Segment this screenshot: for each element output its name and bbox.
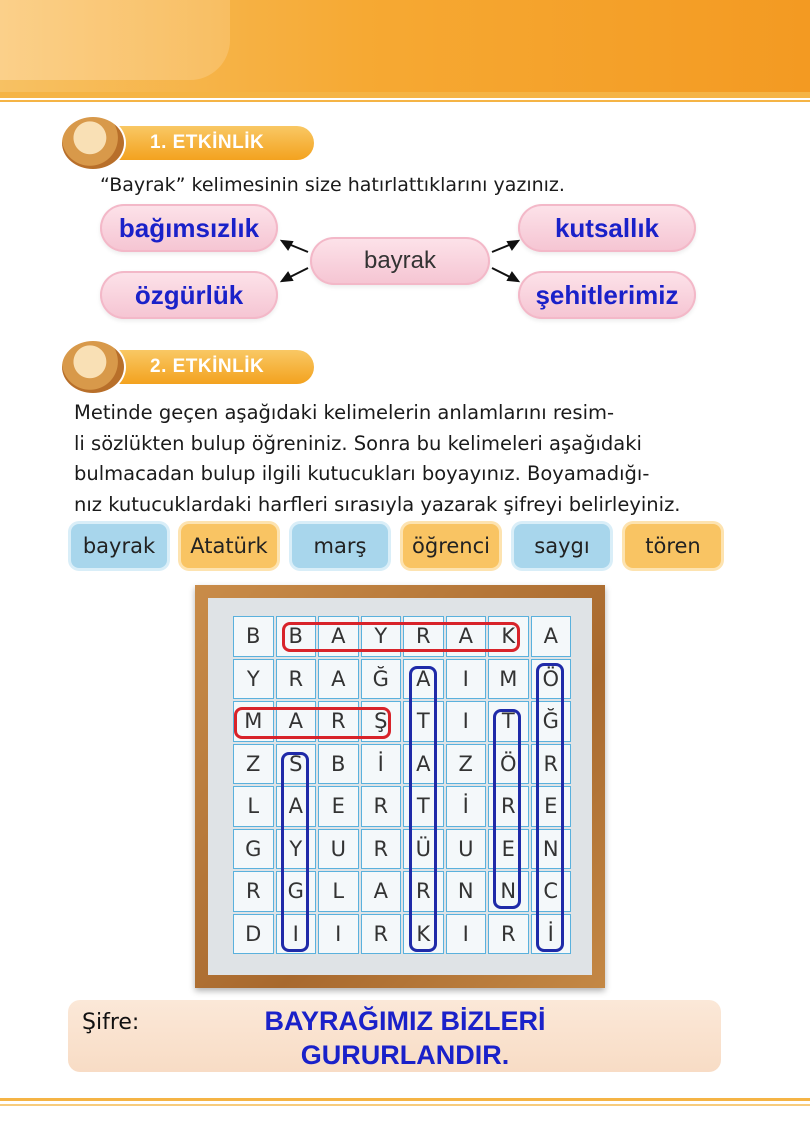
grid-cell[interactable]: A [446, 616, 487, 657]
concept-map-arrows [0, 0, 810, 400]
grid-cell[interactable]: I [446, 701, 487, 742]
mascot-icon [60, 115, 126, 171]
cipher-label: Şifre: [82, 1010, 140, 1035]
grid-cell[interactable]: N [531, 829, 572, 870]
grid-cell[interactable]: I [318, 914, 359, 955]
grid-cell[interactable]: G [233, 829, 274, 870]
grid-cell[interactable]: Y [361, 616, 402, 657]
word-chip-toren: tören [625, 524, 721, 568]
grid-cell[interactable]: İ [446, 786, 487, 827]
answer-bubble-sehitlerimiz: şehitlerimiz [518, 271, 696, 319]
grid-cell[interactable]: A [531, 616, 572, 657]
grid-cell[interactable]: Y [276, 829, 317, 870]
grid-cell[interactable]: İ [531, 914, 572, 955]
word-chip-mars: marş [292, 524, 388, 568]
word-chip-ogrenci: öğrenci [403, 524, 499, 568]
grid-cell[interactable]: E [531, 786, 572, 827]
answer-bubble-ozgurluk: özgürlük [100, 271, 278, 319]
activity-2-title: 2. ETKİNLİK [108, 350, 314, 384]
grid-cell[interactable]: R [361, 829, 402, 870]
activity-2-header [60, 347, 314, 387]
grid-cell[interactable]: D [233, 914, 274, 955]
grid-cell[interactable]: R [488, 914, 529, 955]
grid-cell[interactable]: A [403, 744, 444, 785]
grid-cell[interactable]: K [488, 616, 529, 657]
grid-cell[interactable]: Z [233, 744, 274, 785]
cipher-answer-line-1: BAYRAĞIMIZ BİZLERİ [264, 1006, 546, 1036]
grid-cell[interactable]: Z [446, 744, 487, 785]
grid-cell[interactable]: U [446, 829, 487, 870]
grid-cell[interactable]: Ş [361, 701, 402, 742]
grid-cell[interactable]: R [318, 701, 359, 742]
grid-cell[interactable]: Y [233, 659, 274, 700]
answer-bubble-bagimsizlik: bağımsızlık [100, 204, 278, 252]
grid-cell[interactable]: M [488, 659, 529, 700]
center-bubble-bayrak: bayrak [310, 237, 490, 285]
grid-cell[interactable]: R [403, 616, 444, 657]
word-chip-bayrak: bayrak [71, 524, 167, 568]
activity-1-title: 1. ETKİNLİK [108, 126, 314, 160]
grid-cell[interactable]: B [276, 616, 317, 657]
grid-cell[interactable]: I [446, 914, 487, 955]
mascot-icon [60, 339, 126, 395]
cipher-answer [200, 1004, 610, 1072]
grid-cell[interactable]: M [233, 701, 274, 742]
grid-cell[interactable]: C [531, 871, 572, 912]
grid-cell[interactable]: A [276, 701, 317, 742]
word-chip-ataturk: Atatürk [181, 524, 277, 568]
grid-cell[interactable]: B [233, 616, 274, 657]
grid-cell[interactable]: E [488, 829, 529, 870]
grid-cell[interactable]: K [403, 914, 444, 955]
grid-cell[interactable]: T [403, 786, 444, 827]
grid-cell[interactable]: R [361, 786, 402, 827]
bottom-divider [0, 1098, 810, 1101]
grid-cell[interactable]: Ü [403, 829, 444, 870]
highlight-bayrak [282, 622, 520, 652]
bottom-divider-thin [0, 1104, 810, 1106]
grid-cell[interactable]: R [276, 659, 317, 700]
grid-cell[interactable]: Ö [531, 659, 572, 700]
grid-cell[interactable]: R [403, 871, 444, 912]
grid-cell[interactable]: U [318, 829, 359, 870]
grid-cell[interactable]: E [318, 786, 359, 827]
grid-cell[interactable]: Ö [488, 744, 529, 785]
answer-bubble-kutsallik: kutsallık [518, 204, 696, 252]
grid-cell[interactable]: Ğ [531, 701, 572, 742]
grid-cell[interactable]: R [531, 744, 572, 785]
instruction-line: bulmacadan bulup ilgili kutucukları boyayınız. Boyamadığı- [74, 462, 650, 485]
highlight-saygi [281, 752, 309, 952]
grid-cell[interactable]: I [446, 659, 487, 700]
activity-2-instruction [74, 398, 719, 520]
grid-cell[interactable]: G [276, 871, 317, 912]
highlight-toren [493, 709, 521, 909]
grid-cell[interactable]: T [488, 701, 529, 742]
grid-cell[interactable]: N [446, 871, 487, 912]
grid-cell[interactable]: L [318, 871, 359, 912]
grid-cell[interactable]: L [233, 786, 274, 827]
grid-cell[interactable]: R [488, 786, 529, 827]
grid-cell[interactable]: S [276, 744, 317, 785]
grid-cell[interactable]: A [318, 616, 359, 657]
grid-cell[interactable]: A [361, 871, 402, 912]
grid-cell[interactable]: N [488, 871, 529, 912]
word-chip-saygi: saygı [514, 524, 610, 568]
grid-cell[interactable]: A [276, 786, 317, 827]
instruction-line: nız kutucuklardaki harfleri sırasıyla yazarak şifreyi belirleyiniz. [74, 492, 681, 516]
grid-cell[interactable]: R [233, 871, 274, 912]
grid-cell[interactable]: A [318, 659, 359, 700]
grid-cell[interactable]: T [403, 701, 444, 742]
instruction-line: Metinde geçen aşağıdaki kelimelerin anlamlarını resim- [74, 401, 615, 424]
grid-cell[interactable]: B [318, 744, 359, 785]
grid-cell[interactable]: Ğ [361, 659, 402, 700]
grid-cell[interactable]: A [403, 659, 444, 700]
instruction-line: li sözlükten bulup öğreniniz. Sonra bu kelimeleri aşağıdaki [74, 431, 642, 455]
grid-cell[interactable]: I [276, 914, 317, 955]
highlight-mars [234, 707, 391, 739]
grid-cell[interactable]: İ [361, 744, 402, 785]
activity-1-instruction: “Bayrak” kelimesinin size hatırlattıklarını yazınız. [100, 174, 565, 196]
highlight-ogrenci [536, 663, 564, 952]
grid-cell[interactable]: R [361, 914, 402, 955]
highlight-ataturk [409, 666, 437, 952]
cipher-answer-line-2: GURURLANDIR. [300, 1040, 510, 1070]
